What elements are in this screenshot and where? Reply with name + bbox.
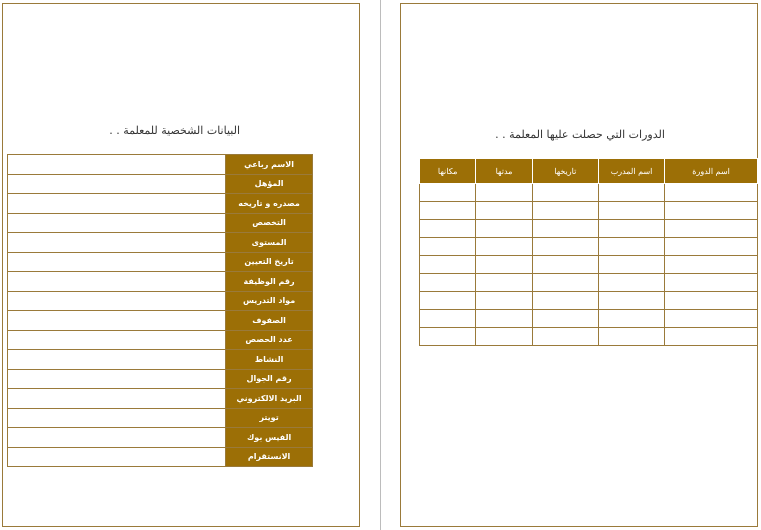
courses-cell[interactable] (476, 292, 532, 310)
courses-column-header: مكانها (420, 159, 476, 184)
courses-cell[interactable] (665, 292, 758, 310)
info-value-cell[interactable] (8, 408, 226, 428)
info-row (8, 233, 313, 253)
info-row (8, 447, 313, 467)
info-value-cell[interactable] (8, 213, 226, 233)
info-value-cell[interactable] (8, 155, 226, 175)
courses-cell[interactable] (598, 310, 664, 328)
courses-row (420, 310, 758, 328)
courses-column-header: تاريخها (532, 159, 598, 184)
info-label-cell: رقم الوظيفة (226, 272, 313, 292)
info-row (8, 252, 313, 272)
courses-row (420, 256, 758, 274)
courses-cell[interactable] (532, 274, 598, 292)
info-row (8, 389, 313, 409)
courses-cell[interactable] (420, 256, 476, 274)
courses-column-header: مدتها (476, 159, 532, 184)
info-value-cell[interactable] (8, 311, 226, 331)
courses-column-header: اسم الدورة (665, 159, 758, 184)
info-row (8, 155, 313, 175)
info-value-cell[interactable] (8, 252, 226, 272)
courses-cell[interactable] (420, 328, 476, 346)
courses-cell[interactable] (665, 328, 758, 346)
courses-cell[interactable] (420, 292, 476, 310)
info-value-cell[interactable] (8, 350, 226, 370)
courses-cell[interactable] (665, 256, 758, 274)
info-row (8, 369, 313, 389)
courses-cell[interactable] (598, 238, 664, 256)
info-row (8, 311, 313, 331)
info-label-cell: البريد الالكتروني (226, 389, 313, 409)
courses-cell[interactable] (420, 202, 476, 220)
info-label-cell: عدد الحصص (226, 330, 313, 350)
courses-cell[interactable] (476, 184, 532, 202)
info-value-cell[interactable] (8, 272, 226, 292)
info-value-cell[interactable] (8, 174, 226, 194)
courses-cell[interactable] (665, 202, 758, 220)
courses-cell[interactable] (420, 238, 476, 256)
info-value-cell[interactable] (8, 233, 226, 253)
courses-cell[interactable] (665, 310, 758, 328)
courses-cell[interactable] (476, 274, 532, 292)
courses-cell[interactable] (665, 274, 758, 292)
courses-cell[interactable] (476, 238, 532, 256)
info-label-cell: رقم الجوال (226, 369, 313, 389)
courses-cell[interactable] (476, 202, 532, 220)
courses-cell[interactable] (598, 184, 664, 202)
info-label-cell: الاسم رباعي (226, 155, 313, 175)
info-label-cell: التخصص (226, 213, 313, 233)
courses-cell[interactable] (532, 328, 598, 346)
courses-cell[interactable] (420, 274, 476, 292)
courses-row (420, 202, 758, 220)
info-row (8, 272, 313, 292)
info-row (8, 291, 313, 311)
courses-row (420, 274, 758, 292)
info-row (8, 330, 313, 350)
courses-cell[interactable] (476, 256, 532, 274)
info-label-cell: مواد التدريس (226, 291, 313, 311)
courses-cell[interactable] (420, 310, 476, 328)
courses-cell[interactable] (532, 256, 598, 274)
info-value-cell[interactable] (8, 291, 226, 311)
info-label-cell: المستوى (226, 233, 313, 253)
info-label-cell: الانستقرام (226, 447, 313, 467)
info-label-cell: النشاط (226, 350, 313, 370)
courses-cell[interactable] (476, 220, 532, 238)
info-value-cell[interactable] (8, 389, 226, 409)
courses-cell[interactable] (532, 184, 598, 202)
courses-row (420, 220, 758, 238)
info-value-cell[interactable] (8, 330, 226, 350)
info-label-cell: المؤهل (226, 174, 313, 194)
courses-cell[interactable] (665, 238, 758, 256)
courses-cell[interactable] (532, 238, 598, 256)
personal-info-table (7, 154, 313, 467)
courses-row (420, 292, 758, 310)
personal-info-heading: البيانات الشخصية للمعلمة . . (109, 124, 240, 137)
courses-cell[interactable] (420, 220, 476, 238)
courses-cell[interactable] (598, 256, 664, 274)
info-value-cell[interactable] (8, 369, 226, 389)
info-value-cell[interactable] (8, 428, 226, 448)
page-divider (380, 0, 381, 530)
info-label-cell: تويتر (226, 408, 313, 428)
info-label-cell: مصدره و تاريخه (226, 194, 313, 214)
info-value-cell[interactable] (8, 447, 226, 467)
courses-cell[interactable] (532, 220, 598, 238)
courses-cell[interactable] (598, 328, 664, 346)
info-label-cell: الفيس بوك (226, 428, 313, 448)
courses-cell[interactable] (598, 220, 664, 238)
courses-cell[interactable] (420, 184, 476, 202)
courses-cell[interactable] (598, 292, 664, 310)
courses-cell[interactable] (532, 310, 598, 328)
info-row (8, 174, 313, 194)
courses-cell[interactable] (476, 310, 532, 328)
courses-row (420, 184, 758, 202)
courses-cell[interactable] (532, 202, 598, 220)
courses-column-header: اسم المدرب (598, 159, 664, 184)
info-row (8, 428, 313, 448)
courses-table (419, 158, 758, 346)
info-label-cell: الصفوف (226, 311, 313, 331)
info-row (8, 408, 313, 428)
info-label-cell: تاريخ التعيين (226, 252, 313, 272)
courses-cell[interactable] (598, 202, 664, 220)
info-value-cell[interactable] (8, 194, 226, 214)
courses-row (420, 328, 758, 346)
courses-cell[interactable] (665, 220, 758, 238)
info-row (8, 350, 313, 370)
courses-cell[interactable] (532, 292, 598, 310)
courses-cell[interactable] (665, 184, 758, 202)
courses-cell[interactable] (476, 328, 532, 346)
courses-cell[interactable] (598, 274, 664, 292)
info-row (8, 213, 313, 233)
info-row (8, 194, 313, 214)
courses-heading: الدورات التي حصلت عليها المعلمة . . (495, 128, 665, 141)
courses-row (420, 238, 758, 256)
